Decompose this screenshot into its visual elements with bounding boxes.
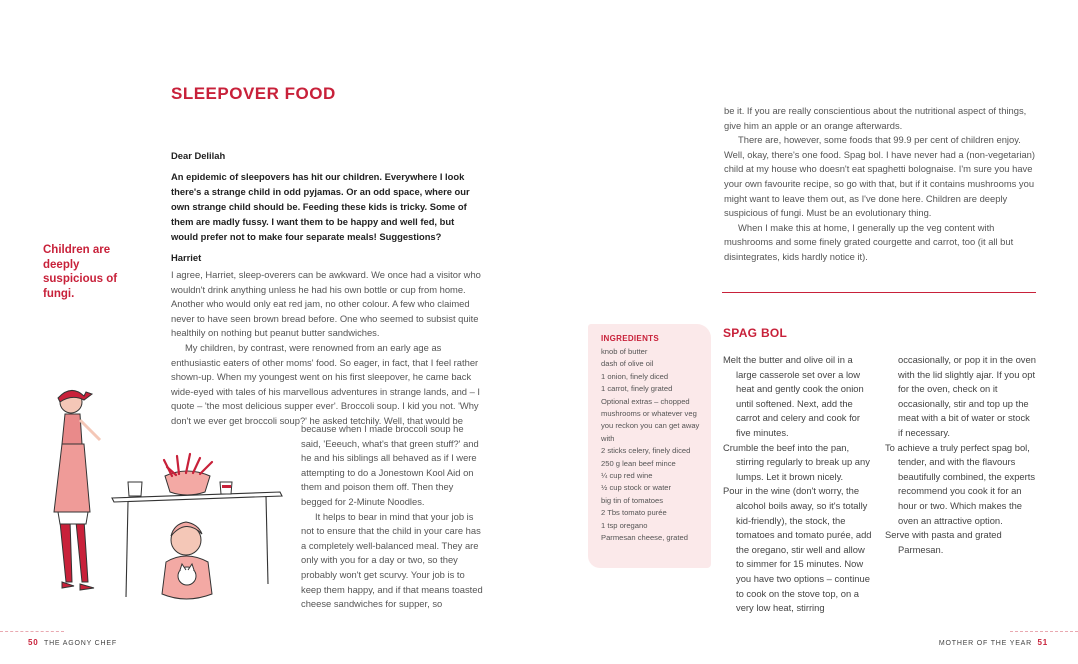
reader-letter (171, 148, 483, 271)
method-column-1 (723, 353, 875, 616)
bowl-drawing (164, 454, 212, 495)
answer-paragraph: There are, however, some foods that 99.9 per cent of children enjoy. Well, okay, there's one food. Spag bol. I have never had a (non-vegetarian) child at my house who doesn't eat spaghetti bolognaise. I'm sure you have your own favourite recipe, so go with that, but if it contains mushrooms you might want to leave them out, as I've done here. Children are deeply suspicious of fungi. Must be an evolutionary thing. (724, 134, 1036, 219)
ingredient-item: big tin of tomatoes (601, 495, 664, 505)
method-column-2 (885, 353, 1037, 557)
mother-and-child-illustration (32, 372, 292, 612)
method-step: Pour in the wine (don't worry, the alcohol boils away, so it's totally kid-friendly), the stock, the tomatoes and tomato purée, add the oregano, stir well and allow to simmer for 15 minutes. Now you have two options – continue to cook on the stove top, on a very low heat, stirring (723, 485, 872, 614)
ingredient-item: knob of butter (601, 347, 648, 356)
ingredients-list (601, 346, 705, 545)
ingredient-item: 1 tsp oregano (601, 520, 648, 530)
method-step: Crumble the beef into the pan, stirring regularly to break up any lumps. Let it brown nicely. (723, 441, 870, 482)
ingredient-item: dash of olive oil (601, 359, 654, 369)
answer-paragraph: When I make this at home, I generally up the veg content with mushrooms and some finely grated courgette and carrot, too (it all but disintegrates, kids hardly notice it). (724, 221, 1014, 262)
page-number-right: 51 (1037, 638, 1048, 647)
ingredient-item: Parmesan cheese, grated (601, 533, 688, 543)
ingredient-item: 250 g lean beef mince (601, 458, 676, 468)
letter-signature: Harriet (171, 252, 202, 263)
method-step: Melt the butter and olive oil in a large casserole set over a low heat and gently cook the onion until softened. Next, add the carrot and celery and cook for five minutes. (723, 354, 864, 438)
ingredient-item: ½ cup stock or water (601, 483, 672, 493)
answer-paragraph: My children, by contrast, were renowned from an early age as enthusiastic eaters of other moms' food. So eager, in fact, that I feel rather shown-up. When my youngest went on his first sleepover, he came back wide-eyed with tales of his marvellous adventures in strange lands, and – I quote – 'the most delicious supper ever'. Broccoli soup. I kid you not. 'Why don't we ever get broccoli soup?' he asked tetchily. Well, that would be (171, 341, 481, 426)
ingredient-item: ¼ cup red wine (601, 471, 653, 481)
ingredient-item: 2 sticks celery, finely diced (601, 446, 691, 456)
answer-column-right (724, 104, 1036, 265)
pull-quote: Children are deeply suspicious of fungi. (43, 244, 118, 300)
running-head-right: MOTHER OF THE YEAR (938, 640, 1032, 647)
answer-paragraph: It helps to bear in mind that your job is not to ensure that the child in your care has a completely well-balanced meal. They are only with you for a day or two, so they probably won't get scurvy. Your job is to keep them happy, and if that means toasted cheese sandwiches for supper, so (301, 510, 483, 610)
child-drawing (162, 522, 212, 599)
running-head-left: THE AGONY CHEF (44, 640, 117, 647)
page-number-left: 50 (28, 638, 39, 647)
letter-salutation: Dear Delilah (171, 150, 226, 161)
mother-drawing (54, 390, 100, 590)
ingredients-heading: INGREDIENTS (601, 334, 659, 343)
method-step: Serve with pasta and grated Parmesan. (885, 529, 1002, 555)
footer-right (939, 638, 1048, 647)
ingredient-item: Optional extras – chopped mushrooms or whatever veg you reckon you can get away with (601, 396, 700, 443)
answer-paragraph: because when I made broccoli soup he said, 'Eeeuch, what's that green stuff?' and he and his siblings all behaved as if I were attempting to do a Jonestown Kool Aid on them and poison them off. Then they begged for 2-Minute Noodles. (301, 423, 479, 507)
ingredient-item: 1 carrot, finely grated (601, 384, 673, 394)
letter-body: An epidemic of sleepovers has hit our children. Everywhere I look there's a strange child in odd pyjamas. Or an odd space, where our own strange child should be. Feeding these kids is tricky. Some of them are madly fussy. I want them to be happy and well fed, but would prefer not to make four separate meals! Suggestions? (171, 171, 470, 242)
ingredient-item: 1 onion, finely diced (601, 371, 669, 381)
page-title: SLEEPOVER FOOD (171, 84, 336, 103)
answer-paragraph: I agree, Harriet, sleep-overers can be awkward. We once had a visitor who wouldn't drink anything unless he had his own bottle or cup from home. Another who would only eat red jam, no other colour. A few who claimed never to have seen brown bread before. One who seemed to subsist quite healthily on nothing but peanut butter sandwiches. (171, 269, 481, 339)
ingredient-item: 2 Tbs tomato purée (601, 508, 667, 518)
footer-rule-right (1010, 631, 1078, 632)
footer-left (28, 638, 117, 647)
method-step-continued: occasionally, or pop it in the oven with the lid slightly ajar. If you opt for the oven, check on it occasionally, stir and top up the meat with a bit of water or stock if necessary. (898, 354, 1036, 438)
answer-paragraph: be it. If you are really conscientious about the nutritional aspect of things, give him an apple or an orange afterwards. (724, 105, 1027, 131)
section-divider (722, 292, 1036, 293)
method-step: To achieve a truly perfect spag bol, tender, and with the flavours beautifully combined, the experts recommend you cook it for an hour or two. Which makes the oven an attractive option. (885, 441, 1036, 526)
footer-rule-left (0, 631, 64, 632)
answer-column-narrow (301, 422, 485, 612)
recipe-title: SPAG BOL (723, 326, 788, 340)
